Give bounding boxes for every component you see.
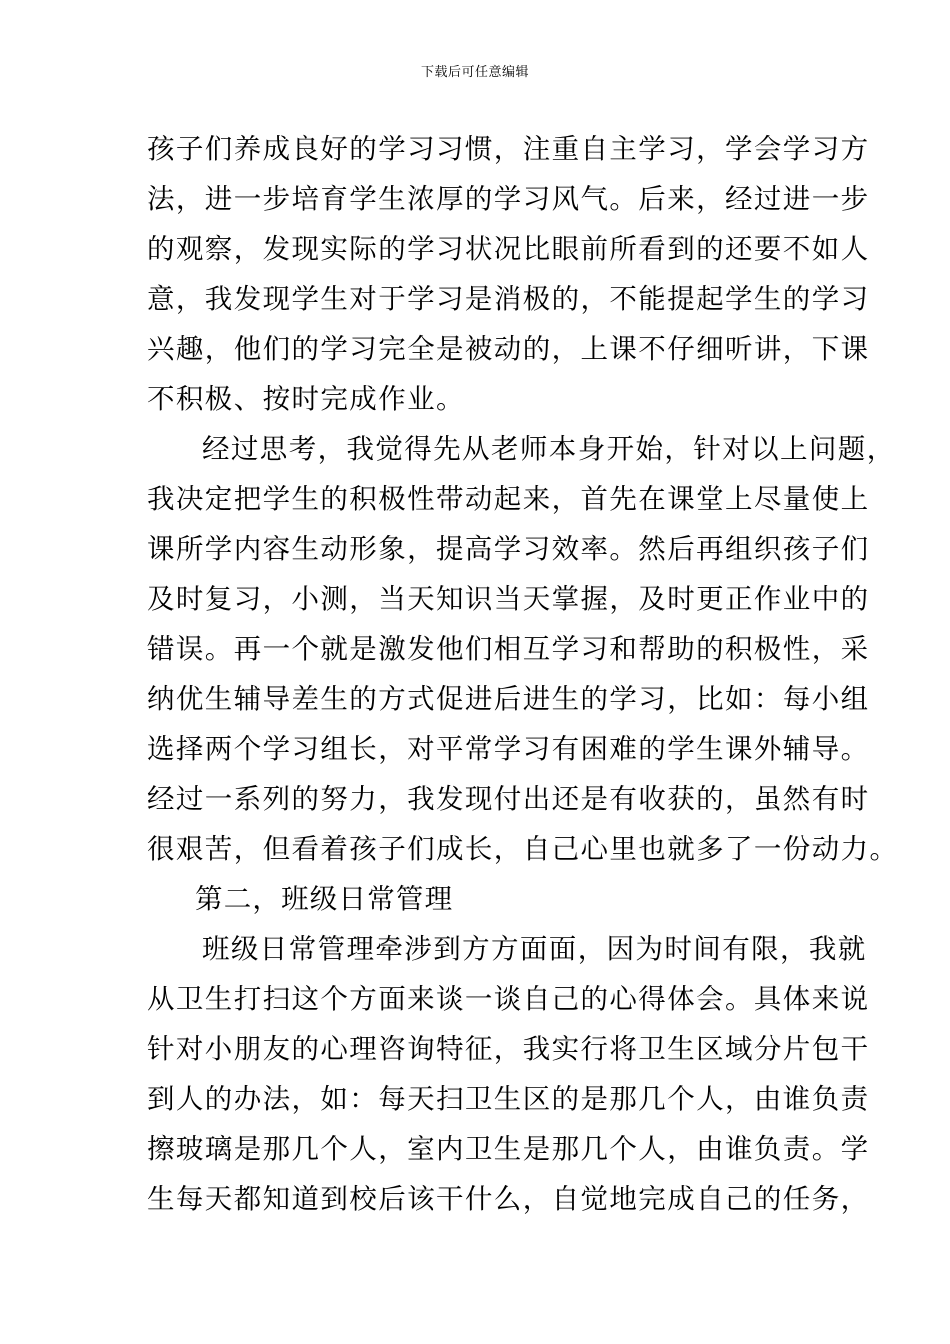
text-line: 兴趣，他们的学习完全是被动的，上课不仔细听讲，下课 bbox=[147, 333, 870, 365]
text-line: 选择两个学习组长，对平常学习有困难的学生课外辅导。 bbox=[147, 733, 870, 765]
text-line: 生每天都知道到校后该干什么，自觉地完成自己的任务， bbox=[147, 1183, 870, 1215]
page-header-note: 下载后可任意编辑 bbox=[420, 65, 529, 80]
text-line: 法，进一步培育学生浓厚的学习风气。后来，经过进一步 bbox=[147, 183, 870, 215]
text-line: 纳优生辅导差生的方式促进后进生的学习，比如：每小组 bbox=[147, 683, 870, 715]
text-line: 很艰苦，但看着孩子们成长，自己心里也就多了一份动力。 bbox=[147, 833, 899, 865]
text-line: 针对小朋友的心理咨询特征，我实行将卫生区域分片包干 bbox=[147, 1033, 870, 1065]
text-line: 我决定把学生的积极性带动起来，首先在课堂上尽量使上 bbox=[147, 483, 870, 515]
text-line: 课所学内容生动形象，提高学习效率。然后再组织孩子们 bbox=[147, 533, 870, 565]
text-line: 孩子们养成良好的学习习惯，注重自主学习，学会学习方 bbox=[147, 133, 870, 165]
text-line: 擦玻璃是那几个人，室内卫生是那几个人，由谁负责。学 bbox=[147, 1133, 870, 1165]
text-line: 的观察，发现实际的学习状况比眼前所看到的还要不如人 bbox=[147, 233, 870, 265]
text-line: 从卫生打扫这个方面来谈一谈自己的心得体会。具体来说 bbox=[147, 983, 870, 1015]
text-line: 意，我发现学生对于学习是消极的，不能提起学生的学习 bbox=[147, 283, 870, 315]
paragraph-first-line: 经过思考，我觉得先从老师本身开始，针对以上问题， bbox=[202, 433, 896, 465]
paragraph-first-line: 班级日常管理牵涉到方方面面，因为时间有限，我就 bbox=[202, 933, 867, 965]
text-line: 错误。再一个就是激发他们相互学习和帮助的积极性，采 bbox=[147, 633, 870, 665]
text-line: 及时复习，小测，当天知识当天掌握，及时更正作业中的 bbox=[147, 583, 870, 615]
text-line: 不积极、按时完成作业。 bbox=[147, 383, 465, 415]
section-heading: 第二，班级日常管理 bbox=[195, 883, 454, 915]
text-line: 经过一系列的努力，我发现付出还是有收获的，虽然有时 bbox=[147, 783, 870, 815]
text-line: 到人的办法，如：每天扫卫生区的是那几个人，由谁负责 bbox=[147, 1083, 870, 1115]
document-body bbox=[147, 124, 899, 1224]
